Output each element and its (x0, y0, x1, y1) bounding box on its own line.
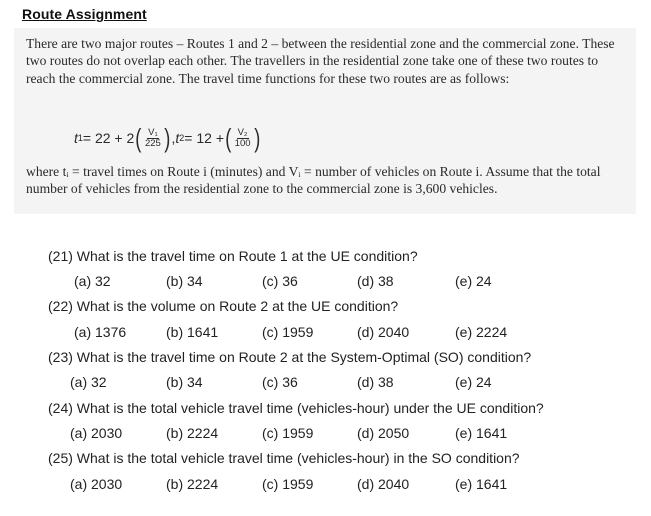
right-paren-icon: ) (253, 123, 260, 153)
intro-paragraph: There are two major routes – Routes 1 and 2 – between the residential zone and the commercial zone. These two routes do not overlap each other. The travellers in the residential zone take one of these two routes to reach the commercial zone. The travel time functions for these two routes are as follows: (26, 36, 615, 86)
t2-fraction (234, 128, 252, 149)
q23-option-c[interactable]: (c) 36 (262, 374, 298, 390)
q21-option-b[interactable]: (b) 34 (166, 273, 203, 289)
t2-numerator: V₂ (237, 126, 248, 138)
t1-numerator: V₁ (148, 126, 158, 138)
left-paren-icon: ( (135, 123, 142, 153)
t1-subscript: 1 (77, 133, 83, 143)
q24-option-c[interactable]: (c) 1959 (262, 425, 314, 441)
t2-symbol: t (175, 130, 180, 146)
q25-option-b[interactable]: (b) 2224 (166, 476, 219, 492)
q23-option-d[interactable]: (d) 38 (357, 374, 394, 390)
q22-option-a[interactable]: (a) 1376 (74, 324, 127, 340)
q24-option-b[interactable]: (b) 2224 (166, 425, 219, 441)
q22-option-b[interactable]: (b) 1641 (166, 324, 219, 340)
q24-option-a[interactable]: (a) 2030 (70, 425, 123, 441)
question-24: (24) What is the total vehicle travel time (vehicles-hour) under the UE condition? (48, 400, 544, 416)
question-23: (23) What is the travel time on Route 2 at the System-Optimal (SO) condition? (48, 349, 532, 365)
q21-option-a[interactable]: (a) 32 (74, 273, 111, 289)
t1-symbol: t (74, 130, 78, 146)
t2-denominator: 100 (234, 137, 251, 149)
q24-option-e[interactable]: (e) 1641 (455, 425, 508, 441)
q23-option-e[interactable]: (e) 24 (455, 374, 492, 390)
t2-constant: = 12 + (184, 130, 224, 146)
q21-option-d[interactable]: (d) 38 (357, 273, 394, 289)
t1-constant: = 22 + 2 (82, 130, 135, 146)
question-21: (21) What is the travel time on Route 1 at the UE condition? (48, 248, 418, 264)
q22-option-e[interactable]: (e) 2224 (455, 324, 508, 340)
t1-fraction (144, 128, 162, 149)
t2-subscript: 2 (179, 133, 185, 143)
t1-denominator: 225 (144, 137, 161, 149)
q25-option-e[interactable]: (e) 1641 (455, 476, 508, 492)
q23-option-b[interactable]: (b) 34 (166, 374, 203, 390)
travel-time-equation (74, 120, 261, 156)
q23-option-a[interactable]: (a) 32 (70, 374, 107, 390)
q25-option-a[interactable]: (a) 2030 (70, 476, 123, 492)
q21-option-e[interactable]: (e) 24 (455, 273, 492, 289)
right-paren-icon: ) (164, 123, 171, 153)
question-25: (25) What is the total vehicle travel time (vehicles-hour) in the SO condition? (48, 450, 520, 466)
question-22: (22) What is the volume on Route 2 at the UE condition? (48, 298, 399, 314)
q24-option-d[interactable]: (d) 2050 (357, 425, 410, 441)
q25-option-c[interactable]: (c) 1959 (262, 476, 314, 492)
q22-option-d[interactable]: (d) 2040 (357, 324, 410, 340)
q21-option-c[interactable]: (c) 36 (262, 273, 298, 289)
q25-option-d[interactable]: (d) 2040 (357, 476, 410, 492)
equation-separator: , (171, 130, 176, 146)
q22-option-c[interactable]: (c) 1959 (262, 324, 314, 340)
page-title: Route Assignment (22, 6, 147, 22)
definition-paragraph: where tᵢ = travel times on Route i (minutes) and Vᵢ = number of vehicles on Route i. Assume that the total number of vehicles from the residential zone to the commercial zone is 3,600 vehicles. (26, 164, 601, 197)
left-paren-icon: ( (225, 123, 232, 153)
